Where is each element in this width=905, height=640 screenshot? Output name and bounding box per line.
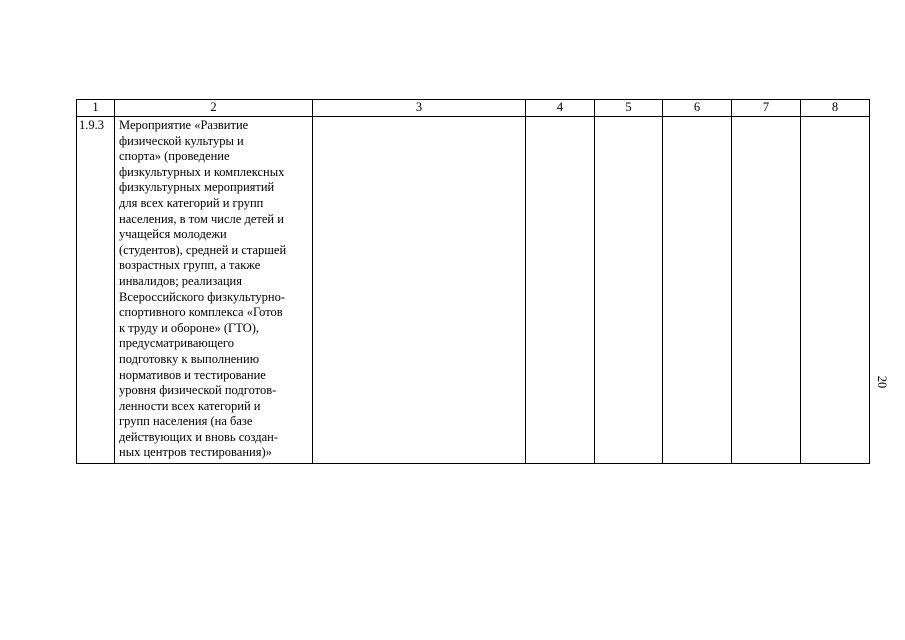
column-header-7: 7 (732, 100, 801, 117)
cell-col-5 (595, 117, 663, 464)
column-header-1: 1 (77, 100, 115, 117)
item-number-cell: 1.9.3 (77, 117, 115, 464)
program-table (76, 99, 870, 464)
table-row (77, 117, 870, 464)
item-description-cell: Мероприятие «Развитие физической культуры и спорта» (проведение физкультурных и комплексных физкультурных мероприятий для всех категорий и групп населения, в том числе детей и учащейся молодежи (студентов), средней и старшей возрастных групп, а также инвалидов; реализация Всероссийского физкультурно- спортивного комплекса «Готов к труду и обороне» (ГТО), предусматривающего подготовку к выполнению нормативов и тестирование уровня физической подготов- ленности всех категорий и групп населения (на базе действующих и вновь создан- ных центров тестирования)» (115, 117, 313, 464)
column-header-4: 4 (526, 100, 595, 117)
column-header-3: 3 (313, 100, 526, 117)
cell-col-7 (732, 117, 801, 464)
column-header-8: 8 (801, 100, 870, 117)
cell-col-4 (526, 117, 595, 464)
cell-col-3 (313, 117, 526, 464)
column-header-5: 5 (595, 100, 663, 117)
column-header-6: 6 (663, 100, 732, 117)
cell-col-8 (801, 117, 870, 464)
column-header-2: 2 (115, 100, 313, 117)
table-header-row (77, 100, 870, 117)
cell-col-6 (663, 117, 732, 464)
page-number: 20 (875, 375, 889, 389)
